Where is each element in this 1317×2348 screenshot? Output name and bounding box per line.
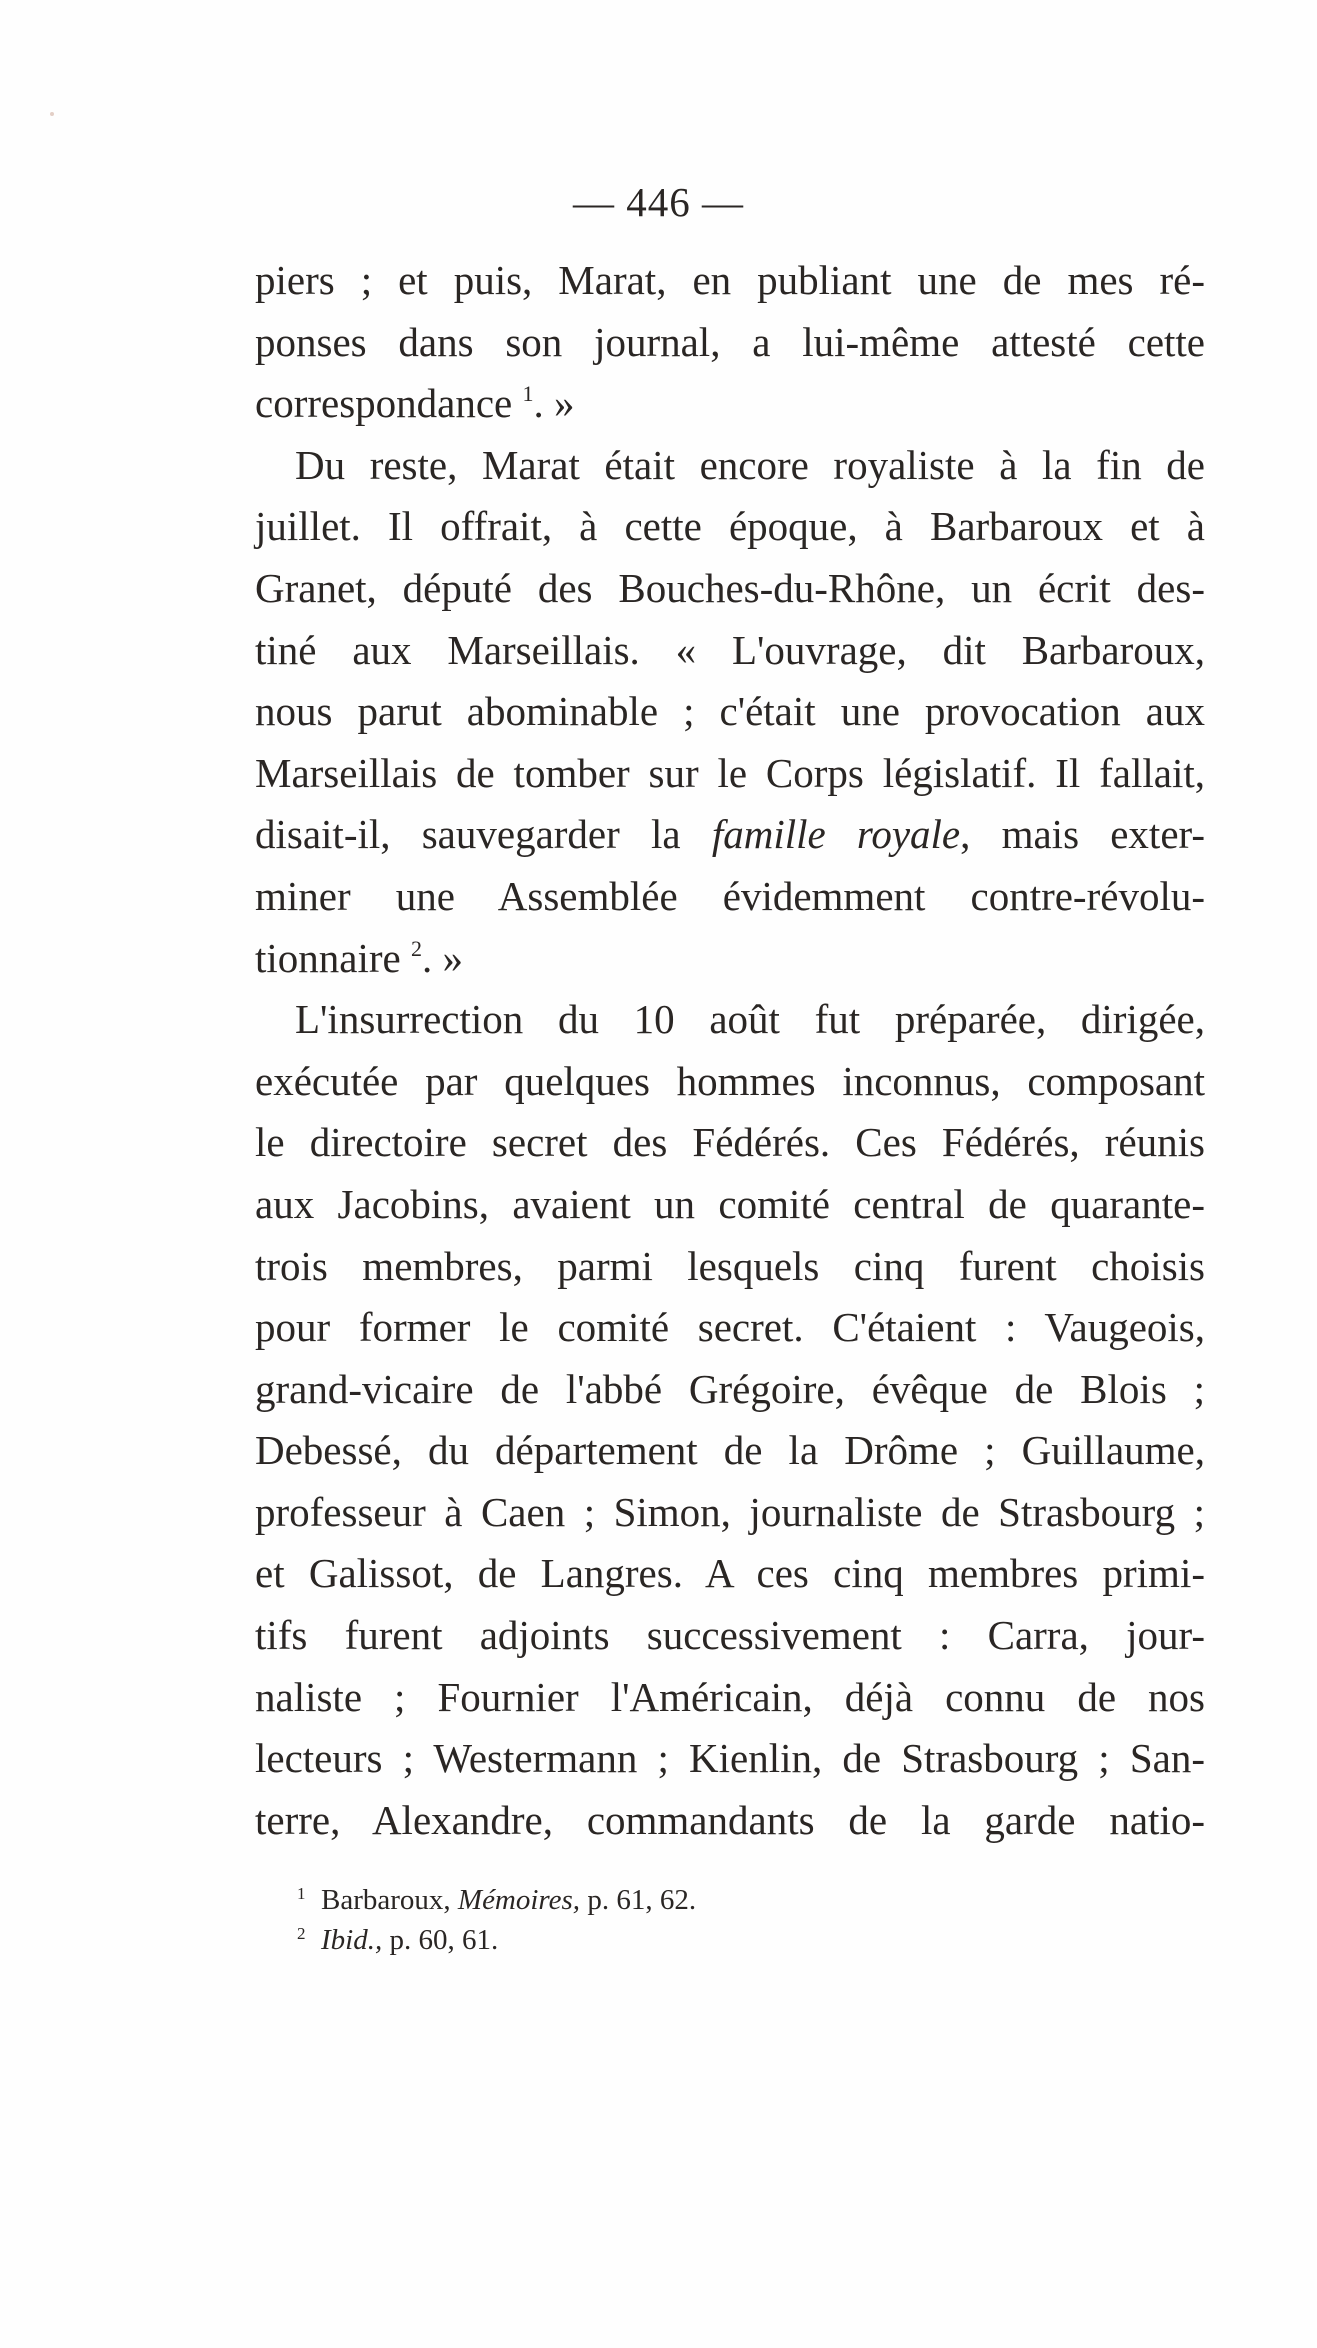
text-fragment: , mais exter- [960, 811, 1206, 858]
closing-quote: . » [421, 934, 463, 981]
text-line: et Galissot, de Langres. A ces cinq membres primi- [255, 1550, 1205, 1597]
text-line: Du reste, Marat était encore royaliste à la fin de [295, 441, 1205, 488]
text-line: Marseillais de tomber sur le Corps législatif. Il fallait, [255, 749, 1205, 796]
footnote-title: Mémoires, [457, 1884, 581, 1916]
text-line: juillet. Il offrait, à cette époque, à Barbaroux et à [255, 503, 1205, 550]
footnote-ref[interactable]: 2 [410, 935, 422, 961]
text-line: trois membres, parmi lesquels cinq furent choisis [255, 1242, 1205, 1289]
text-line: lecteurs ; Westermann ; Kienlin, de Strasbourg ; San- [255, 1735, 1205, 1782]
text-line: professeur à Caen ; Simon, journaliste de Strasbourg ; [255, 1488, 1205, 1535]
text-line: piers ; et puis, Marat, en publiant une de mes ré- [255, 257, 1205, 303]
footnote-title: Ibid., [321, 1924, 383, 1956]
text-line: Debessé, du département de la Drôme ; Guillaume, [255, 1427, 1205, 1474]
footnote-ref[interactable]: 1 [522, 381, 534, 407]
text-line: nous parut abominable ; c'était une provocation aux [255, 688, 1205, 735]
footnote-pages: p. 60, 61. [389, 1924, 499, 1956]
text-line: terre, Alexandre, commandants de la garde natio- [255, 1796, 1205, 1843]
footnotes [297, 1880, 997, 1960]
text-line [255, 373, 1205, 435]
italic-phrase: famille royale [711, 811, 961, 858]
text-fragment: correspondance [255, 380, 513, 427]
footnote-pages: p. 61, 62. [587, 1884, 697, 1916]
text-line: ponses dans son journal, a lui-même attesté cette [255, 318, 1205, 365]
text-line: exécutée par quelques hommes inconnus, composant [255, 1057, 1205, 1104]
footnote: $^2$ Ibid., p. 60, 61. [297, 1924, 499, 1956]
footnote: $^1$ Barbaroux, Mémoires, p. 61, 62. [297, 1884, 697, 1916]
text-line: naliste ; Fournier l'Américain, déjà connu de nos [255, 1673, 1205, 1720]
text-line: aux Jacobins, avaient un comité central de quarante- [255, 1180, 1205, 1227]
text-line: grand-vicaire de l'abbé Grégoire, évêque de Blois ; [255, 1365, 1205, 1412]
paper-speck [50, 112, 54, 116]
text-line: tifs furent adjoints successivement : Carra, jour- [255, 1612, 1205, 1659]
page-number: — 446 — [573, 179, 744, 225]
text-line: Granet, député des Bouches-du-Rhône, un écrit des- [255, 564, 1205, 611]
text-line: le directoire secret des Fédérés. Ces Fédérés, réunis [255, 1119, 1205, 1166]
body-text [255, 250, 1205, 1851]
footnote-author: Barbaroux, [321, 1884, 451, 1916]
closing-quote: . » [533, 380, 575, 427]
text-line: pour former le comité secret. C'étaient : Vaugeois, [255, 1304, 1205, 1351]
text-line: L'insurrection du 10 août fut préparée, dirigée, [295, 996, 1205, 1043]
text-line [255, 928, 1205, 990]
text-fragment: tionnaire [255, 934, 401, 981]
text-fragment: disait-il, sauvegarder la [255, 811, 681, 858]
text-line: tiné aux Marseillais. « L'ouvrage, dit Barbaroux, [255, 626, 1205, 673]
text-line: miner une Assemblée évidemment contre-révolu- [255, 872, 1205, 919]
text-line [255, 804, 1205, 866]
